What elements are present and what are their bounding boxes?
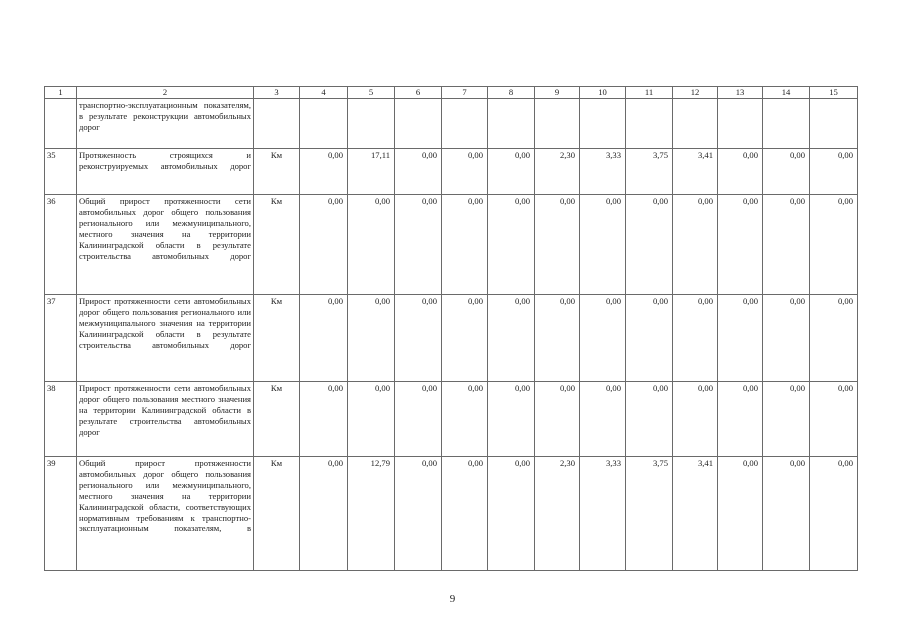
- value-cell: 0,00: [626, 195, 673, 295]
- indicator-name-cell: Общий прирост протяженности автомобильных дорог общего пользования регионального или межмуниципального, местного значения на территории Калининградской области, соответствующих нормативным требованиям к транспортно-эксплуатационным показателям, в: [77, 457, 254, 571]
- value-cell: 0,00: [442, 457, 488, 571]
- value-cell: 2,30: [535, 149, 580, 195]
- value-cell: 0,00: [673, 382, 718, 457]
- value-cell: 0,00: [718, 457, 763, 571]
- value-cell: 0,00: [810, 195, 858, 295]
- value-cell: 0,00: [535, 382, 580, 457]
- value-cell: 0,00: [535, 295, 580, 382]
- row-number-cell: 39: [45, 457, 77, 571]
- indicator-name-cell: транспортно-эксплуатационным показателям, в результате реконструкции автомобильных дорог: [77, 99, 254, 149]
- value-cell: 0,00: [300, 149, 348, 195]
- table-row: [45, 195, 858, 295]
- value-cell: 0,00: [673, 195, 718, 295]
- value-cell: 3,41: [673, 457, 718, 571]
- value-cell: 0,00: [300, 295, 348, 382]
- value-cell: 0,00: [810, 382, 858, 457]
- value-cell: 17,11: [348, 149, 395, 195]
- row-number-cell: [45, 99, 77, 149]
- value-cell: 3,75: [626, 457, 673, 571]
- value-cell: 0,00: [300, 457, 348, 571]
- value-cell: 0,00: [442, 295, 488, 382]
- value-cell: 0,00: [810, 295, 858, 382]
- unit-cell: Км: [254, 382, 300, 457]
- table-row: [45, 295, 858, 382]
- value-cell: 0,00: [535, 195, 580, 295]
- value-cell: 0,00: [442, 195, 488, 295]
- value-cell: 0,00: [580, 382, 626, 457]
- value-cell: 0,00: [763, 382, 810, 457]
- column-header: 2: [77, 87, 254, 99]
- value-cell: 0,00: [718, 295, 763, 382]
- column-header: 6: [395, 87, 442, 99]
- value-cell: 0,00: [442, 149, 488, 195]
- column-header: 3: [254, 87, 300, 99]
- column-header: 12: [673, 87, 718, 99]
- row-number-cell: 37: [45, 295, 77, 382]
- indicator-name-cell: Прирост протяженности сети автомобильных дорог общего пользования местного значения на территории Калининградской области в результате строительства автомобильных дорог: [77, 382, 254, 457]
- value-cell: 0,00: [395, 382, 442, 457]
- unit-cell: Км: [254, 149, 300, 195]
- column-header: 11: [626, 87, 673, 99]
- value-cell: 0,00: [300, 382, 348, 457]
- value-cell: 0,00: [442, 382, 488, 457]
- column-header: 8: [488, 87, 535, 99]
- value-cell: 0,00: [348, 295, 395, 382]
- table-row: [45, 149, 858, 195]
- unit-cell: Км: [254, 295, 300, 382]
- column-header: 10: [580, 87, 626, 99]
- value-cell: 3,33: [580, 149, 626, 195]
- value-cell: 0,00: [810, 457, 858, 571]
- value-cell: 0,00: [718, 382, 763, 457]
- table-row-continuation: [45, 99, 858, 149]
- column-header: 14: [763, 87, 810, 99]
- value-cell: 0,00: [763, 457, 810, 571]
- row-number-cell: 35: [45, 149, 77, 195]
- value-cell: 0,00: [395, 149, 442, 195]
- value-cell: 2,30: [535, 457, 580, 571]
- value-cell: 0,00: [718, 149, 763, 195]
- value-cell: 3,33: [580, 457, 626, 571]
- page-number: 9: [449, 593, 456, 605]
- column-header: 15: [810, 87, 858, 99]
- value-cell: 0,00: [763, 195, 810, 295]
- value-cell: 3,41: [673, 149, 718, 195]
- value-cell: 0,00: [300, 195, 348, 295]
- unit-cell: Км: [254, 457, 300, 571]
- value-cell: 0,00: [488, 149, 535, 195]
- value-cell: 0,00: [395, 457, 442, 571]
- value-cell: 0,00: [348, 382, 395, 457]
- table-row: [45, 382, 858, 457]
- column-header: 5: [348, 87, 395, 99]
- value-cell: 0,00: [580, 295, 626, 382]
- value-cell: 0,00: [395, 195, 442, 295]
- indicator-name-cell: Общий прирост протяженности сети автомобильных дорог общего пользования регионального или межмуниципального, местного значения на территории Калининградской области в результате строительства автомобильных дорог: [77, 195, 254, 295]
- header-row: [45, 87, 858, 99]
- value-cell: 0,00: [580, 195, 626, 295]
- row-number-cell: 36: [45, 195, 77, 295]
- value-cell: 0,00: [718, 195, 763, 295]
- value-cell: 0,00: [763, 149, 810, 195]
- column-header: 1: [45, 87, 77, 99]
- indicator-name-cell: Прирост протяженности сети автомобильных дорог общего пользования регионального или межмуниципального значения на территории Калининградской области в результате строительства автомобильных дорог: [77, 295, 254, 382]
- value-cell: 0,00: [348, 195, 395, 295]
- indicators-table: [44, 86, 858, 571]
- value-cell: 0,00: [488, 457, 535, 571]
- value-cell: 0,00: [488, 382, 535, 457]
- value-cell: 0,00: [488, 195, 535, 295]
- value-cell: 0,00: [673, 295, 718, 382]
- value-cell: 0,00: [488, 295, 535, 382]
- value-cell: 0,00: [395, 295, 442, 382]
- unit-cell: Км: [254, 195, 300, 295]
- value-cell: 0,00: [626, 382, 673, 457]
- value-cell: 0,00: [763, 295, 810, 382]
- table-row: [45, 457, 858, 571]
- column-header: 9: [535, 87, 580, 99]
- column-header: 13: [718, 87, 763, 99]
- value-cell: 3,75: [626, 149, 673, 195]
- row-number-cell: 38: [45, 382, 77, 457]
- indicator-name-cell: Протяженность строящихся и реконструируемых автомобильных дорог: [77, 149, 254, 195]
- value-cell: 12,79: [348, 457, 395, 571]
- column-header: 4: [300, 87, 348, 99]
- column-header: 7: [442, 87, 488, 99]
- value-cell: 0,00: [626, 295, 673, 382]
- value-cell: 0,00: [810, 149, 858, 195]
